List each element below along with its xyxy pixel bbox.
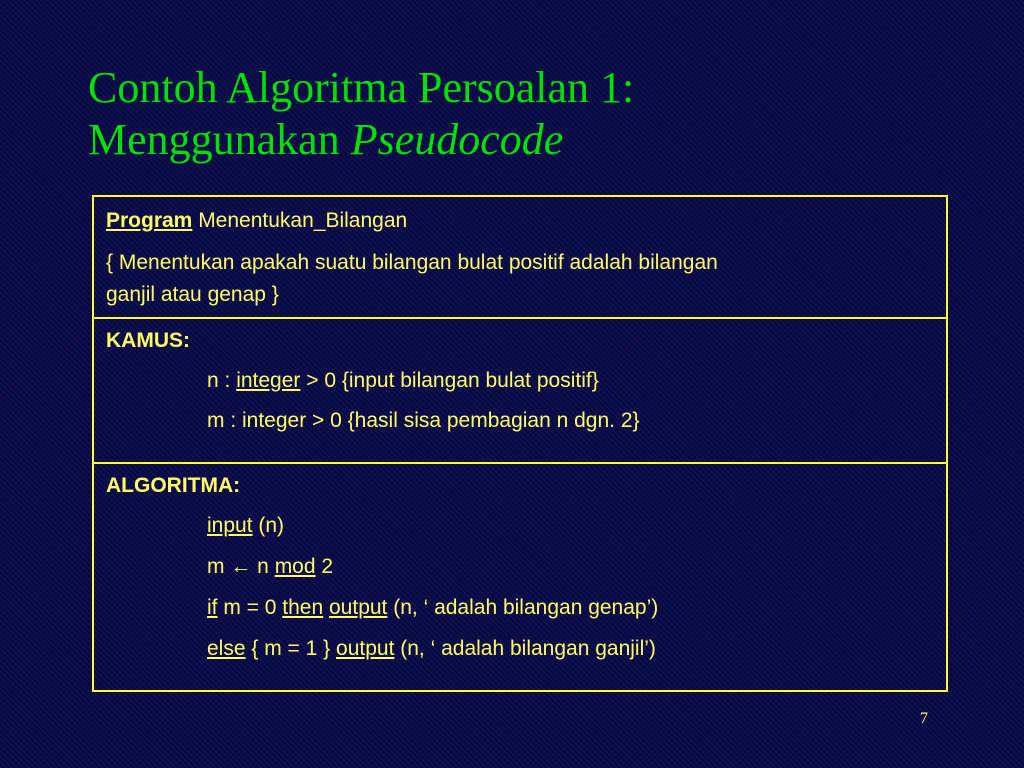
kamus-section [94,317,946,464]
program-section [94,197,946,319]
algoritma-section [94,462,946,690]
algoritma-line-else [207,637,656,661]
kamus-line-1-prefix: n : [207,369,237,392]
program-header [106,209,407,233]
kamus-line-1-rest: > 0 {input bilangan bulat positif} [300,369,599,392]
program-comment-line-2: ganjil atau genap } [106,283,279,306]
program-name: Menentukan_Bilangan [192,209,408,232]
if-condition: m = 0 [217,596,283,619]
algoritma-line-if [207,596,658,620]
else-keyword: else [207,637,246,660]
if-keyword: if [207,596,218,619]
slide-title [88,62,988,166]
program-comment-line-1: { Menentukan apakah suatu bilangan bulat positif adalah bilangan [106,251,718,274]
algoritma-heading: ALGORITMA: [106,474,241,497]
input-keyword: input [207,514,253,537]
kamus-line-1 [207,369,599,393]
pseudocode-box [92,195,948,692]
output-keyword-ganjil: output [336,637,395,660]
title-line-1: Contoh Algoritma Persoalan 1: [88,63,635,112]
else-condition: { m = 1 } [245,637,337,660]
page-number: 7 [920,710,928,727]
algoritma-line-input [207,514,284,538]
output-genap-args: (n, ‘ adalah bilangan genap’) [387,596,659,619]
title-italic: Pseudocode [350,115,564,164]
algoritma-line-assign [207,555,333,579]
output-ganjil-args: (n, ‘ adalah bilangan ganjil’) [394,637,656,660]
program-keyword: Program [106,209,193,232]
then-keyword: then [282,596,324,619]
mod-keyword: mod [274,555,316,578]
title-prefix: Menggunakan [88,115,351,164]
input-args: (n) [252,514,285,537]
assign-prefix: m ← n [207,555,275,578]
assign-rest: 2 [315,555,334,578]
output-keyword-genap: output [329,596,388,619]
title-line-2 [88,114,988,166]
kamus-line-2: m : integer > 0 {hasil sisa pembagian n dgn. 2} [207,409,640,432]
kamus-heading: KAMUS: [106,329,190,352]
kamus-line-1-type: integer [236,369,301,392]
